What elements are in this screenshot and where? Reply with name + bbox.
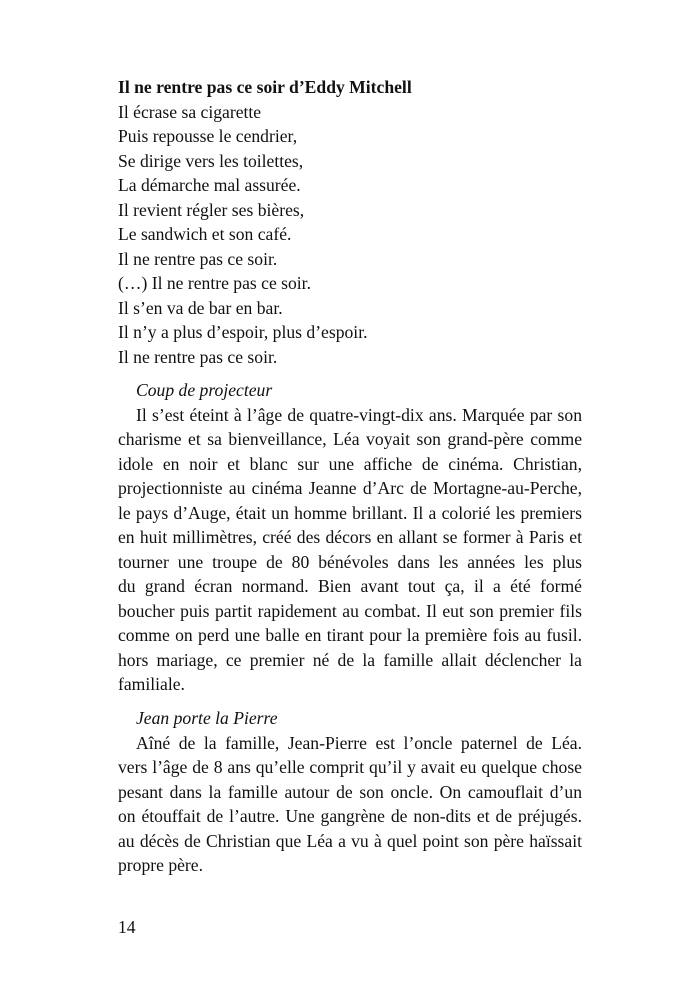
- paragraph-line: au décès de Christian que Léa a vu à quel point son père haïssait: [118, 830, 582, 851]
- poem-line: (…) Il ne rentre pas ce soir.: [118, 273, 311, 293]
- section-jean-porte-la-pierre: [118, 706, 582, 878]
- paragraph-line: Il s’est éteint à l’âge de quatre-vingt-dix ans. Marquée par son: [136, 404, 582, 425]
- paragraph-line: pesant dans la famille autour de son oncle. On camouflait d’un: [118, 781, 582, 802]
- poem-line: Il ne rentre pas ce soir.: [118, 248, 278, 269]
- poem-line: Il revient régler ses bières,: [118, 199, 305, 220]
- page-number: 14: [118, 917, 136, 937]
- paragraph-line: Aîné de la famille, Jean-Pierre est l’oncle paternel de Léa.: [136, 732, 582, 753]
- paragraph-line: vers l’âge de 8 ans qu’elle comprit qu’il y avait eu quelque chose: [118, 757, 582, 777]
- paragraph-line: on étouffait de l’autre. Une gangrène de non-dits et de préjugés.: [118, 806, 582, 826]
- paragraph-line: charisme et sa bienveillance, Léa voyait son grand-père comme: [118, 429, 582, 449]
- poem-line: La démarche mal assurée.: [118, 175, 301, 195]
- section-heading: Coup de projecteur: [136, 380, 273, 400]
- paragraph-line: le pays d’Auge, était un homme brillant. Il a colorié les premiers: [118, 502, 582, 523]
- poem-line: Il n’y a plus d’espoir, plus d’espoir.: [118, 322, 368, 342]
- paragraph-line: en huit millimètres, créé des décors en allant se former à Paris et: [118, 527, 582, 547]
- paragraph-line: propre père.: [118, 855, 203, 875]
- poem-title: Il ne rentre pas ce soir d’Eddy Mitchell: [118, 77, 412, 97]
- paragraph-line: du grand écran normand. Bien avant tout ça, il a été formé: [118, 576, 582, 596]
- paragraph-line: projectionniste au cinéma Jeanne d’Arc de Mortagne-au-Perche,: [118, 478, 582, 498]
- paragraph-line: idole en noir et blanc sur une affiche de cinéma. Christian,: [118, 453, 582, 474]
- poem-line: Il écrase sa cigarette: [118, 101, 262, 122]
- paragraph-line: familiale.: [118, 674, 185, 694]
- paragraph-line: hors mariage, ce premier né de la famille allait déclencher la: [118, 649, 582, 670]
- section-heading: Jean porte la Pierre: [136, 708, 278, 728]
- paragraph-line: tourner une troupe de 80 bénévoles dans les années les plus: [118, 551, 582, 572]
- poem-line: Il s’en va de bar en bar.: [118, 297, 283, 318]
- section-coup-de-projecteur: [118, 378, 582, 697]
- poem: [118, 75, 582, 369]
- poem-line: Il ne rentre pas ce soir.: [118, 346, 278, 367]
- poem-line: Le sandwich et son café.: [118, 224, 292, 244]
- poem-line: Se dirige vers les toilettes,: [118, 150, 304, 171]
- poem-line: Puis repousse le cendrier,: [118, 126, 298, 146]
- paragraph-line: boucher puis partit rapidement au combat. Il eut son premier fils: [118, 600, 582, 621]
- paragraph-line: comme on perd une balle en tirant pour la première fois au fusil.: [118, 625, 582, 645]
